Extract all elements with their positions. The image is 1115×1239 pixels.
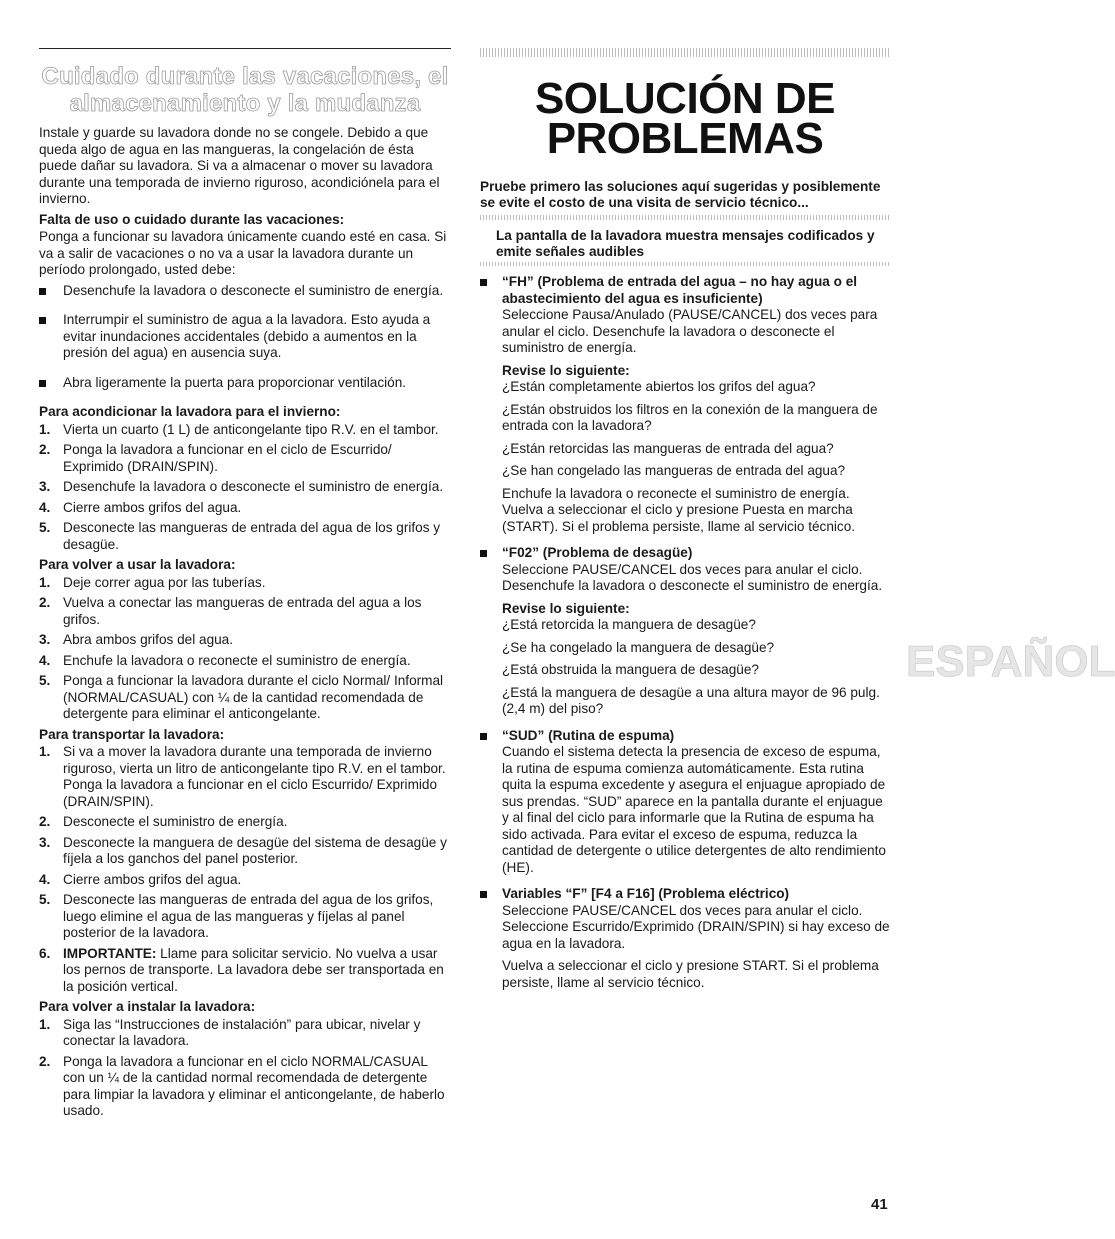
section-heading-winterize: Para acondicionar la lavadora para el invierno: <box>39 404 341 419</box>
list-item: Desenchufe la lavadora o desconecte el suministro de energía. <box>39 283 451 300</box>
vacation-section-title <box>39 63 451 117</box>
check-item: ¿Están obstruidos los filtros en la conexión de la manguera de entrada con la lavadora? <box>502 401 878 433</box>
page-title <box>480 74 890 163</box>
error-f02-title: “F02” (Problema de desagüe) <box>502 545 693 560</box>
check-item: ¿Está obstruida la manguera de desagüe? <box>502 662 759 677</box>
error-f-variables <box>480 886 890 991</box>
page-title-line2: PROBLEMAS <box>546 114 824 163</box>
list-item: 1. Siga las “Instrucciones de instalación” para ubicar, nivelar y conectar la lavadora. <box>39 1016 421 1048</box>
vacation-title-line1: Cuidado durante las vacaciones, el <box>41 63 449 90</box>
display-codes-subheading: La pantalla de la lavadora muestra mensajes codificados y emite señales audibles <box>496 228 875 259</box>
vacation-title-line2: almacenamiento y la mudanza <box>69 90 421 117</box>
error-f02-text: Seleccione PAUSE/CANCEL dos veces para anular el ciclo. Desenchufe la lavadora o desconecte el suministro de energía. <box>502 561 883 593</box>
error-sud-text: Cuando el sistema detecta la presencia de exceso de espuma, la rutina de espuma comienza automáticamente. Esta rutina quita la espuma excedente y asegura el enjuague apropiado de sus prendas. “SUD” aparece en la pantalla durante el enjuague y al final del ciclo para informarle que la Rutina de espuma ha sido activada. Para evitar el exceso de espuma, reduzca la cantidad de detergente o utilice detergentes de alto rendimiento (HE). <box>502 744 886 875</box>
section-heading-reinstall: Para volver a instalar la lavadora: <box>39 999 256 1014</box>
check-item: ¿Se ha congelado la manguera de desagüe? <box>502 639 775 655</box>
list-item: 5. Ponga a funcionar la lavadora durante el ciclo Normal/ Informal (NORMAL/CASUAL) con ¼ de la cantidad recomendada de detergente para eliminar el anticongelante. <box>39 673 444 721</box>
list-item: 3. Desconecte la manguera de desagüe del sistema de desagüe y fíjela a los ganchos del panel posterior. <box>39 834 447 866</box>
list-item: 2. Ponga la lavadora a funcionar en el ciclo de Escurrido/ Exprimido (DRAIN/SPIN). <box>39 442 392 474</box>
list-item: 6. IMPORTANTE: Llame para solicitar servicio. No vuelva a usar los pernos de transporte. La lavadora debe ser transportada en la posición vertical. <box>39 945 444 994</box>
reinstall-list <box>39 1017 451 1120</box>
section-heading-vacation-care: Falta de uso o cuidado durante las vacaciones: <box>39 211 345 227</box>
list-item: 5. Desconecte las mangueras de entrada del agua de los grifos, luego elimine el agua de las mangueras y fíjelas al panel posterior de la lavadora. <box>39 892 434 940</box>
list-item: 2. Desconecte el suministro de energía. <box>39 814 288 829</box>
hatch-rule <box>480 215 890 220</box>
check-item: ¿Están completamente abiertos los grifos del agua? <box>502 379 816 394</box>
list-item: 3. Desenchufe la lavadora o desconecte el suministro de energía. <box>39 479 444 494</box>
error-sud-title: “SUD” (Rutina de espuma) <box>502 727 675 743</box>
section-heading-reuse: Para volver a usar la lavadora: <box>39 557 236 572</box>
page-title-line1: SOLUCIÓN DE <box>534 74 836 123</box>
section-heading-transport: Para transportar la lavadora: <box>39 726 225 742</box>
important-label: IMPORTANTE: <box>63 945 157 961</box>
list-item: 2. Vuelva a conectar las mangueras de entrada del agua a los grifos. <box>39 595 422 627</box>
transport-list <box>39 744 451 995</box>
list-item: 5. Desconecte las mangueras de entrada del agua de los grifos y desagüe. <box>39 520 441 552</box>
list-item: Interrumpir el suministro de agua a la lavadora. Esto ayuda a evitar inundaciones accidentales (debido a aumentos en la presión del agua) en ausencia suya. <box>39 312 451 362</box>
language-side-tab-text: ESPAÑOL <box>906 637 1115 686</box>
list-item: Abra ligeramente la puerta para proporcionar ventilación. <box>39 375 451 392</box>
list-item: 4. Enchufe la lavadora o reconecte el suministro de energía. <box>39 652 411 668</box>
list-item: 2. Ponga la lavadora a funcionar en el ciclo NORMAL/CASUAL con un ¼ de la cantidad normal recomendada de detergente para limpiar la lavadora y eliminar el anticongelante, de haberlo usado. <box>39 1053 445 1118</box>
list-item: 3. Abra ambos grifos del agua. <box>39 632 234 647</box>
list-item: 4. Cierre ambos grifos del agua. <box>39 499 242 515</box>
troubleshooting-intro: Pruebe primero las soluciones aquí sugeridas y posiblemente se evite el costo de una visita de servicio técnico... <box>480 179 881 210</box>
hatch-rule <box>480 48 890 57</box>
check-item: ¿Está retorcida la manguera de desagüe? <box>502 617 756 632</box>
winterize-list <box>39 422 451 554</box>
hatch-rule <box>480 262 890 266</box>
check-item: ¿Se han congelado las mangueras de entrada del agua? <box>502 463 846 478</box>
left-column <box>39 48 451 1124</box>
check-item: ¿Está la manguera de desagüe a una altura mayor de 96 pulg. (2,4 m) del piso? <box>502 684 880 716</box>
list-item: 4. Cierre ambos grifos del agua. <box>39 871 242 887</box>
error-f-text: Seleccione PAUSE/CANCEL dos veces para anular el ciclo. Seleccione Escurrido/Exprimido (DRAIN/SPIN) si hay exceso de agua en la lavadora. <box>502 902 890 951</box>
check-item: Enchufe la lavadora o reconecte el suministro de energía. Vuelva a seleccionar el ciclo y presione Puesta en marcha (START). Si el problema persiste, llame al servicio técnico. <box>502 485 856 534</box>
error-code-list <box>480 274 890 991</box>
error-f02 <box>480 545 890 718</box>
list-item: 1. Vierta un cuarto (1 L) de anticongelante tipo R.V. en el tambor. <box>39 421 439 437</box>
check-label: Revise lo siguiente: <box>502 362 630 378</box>
check-item: ¿Están retorcidas las mangueras de entrada del agua? <box>502 440 834 456</box>
page-number: 41 <box>871 1196 888 1213</box>
vacation-care-text: Ponga a funcionar su lavadora únicamente cuando esté en casa. Si va a salir de vacaciones o no va a usar la lavadora durante un período prolongado, usted debe: <box>39 229 447 277</box>
error-sud <box>480 728 890 877</box>
vacation-intro: Instale y guarde su lavadora donde no se congele. Debido a que queda algo de agua en las mangueras, la congelación de ésta puede dañar su lavadora. Si va a almacenar o mover su lavadora durante una temporada de invierno riguroso, acondiciónela para el invierno. <box>39 125 440 206</box>
top-rule <box>39 48 451 49</box>
check-label: Revise lo siguiente: <box>502 600 630 616</box>
error-fh-title: “FH” (Problema de entrada del agua – no hay agua o el abastecimiento del agua es insuficiente) <box>502 274 858 306</box>
right-column <box>480 48 890 1001</box>
language-side-tab <box>902 637 1115 860</box>
error-fh <box>480 274 890 535</box>
vacation-care-list <box>39 283 451 392</box>
reuse-list <box>39 575 451 723</box>
list-item: 1. Deje correr agua por las tuberías. <box>39 574 266 590</box>
error-fh-text: Seleccione Pausa/Anulado (PAUSE/CANCEL) dos veces para anular el ciclo. Desenchufe la lavadora o desconecte el suministro de energía. <box>502 307 878 355</box>
list-item: 1. Si va a mover la lavadora durante una temporada de invierno riguroso, vierta un litro de anticongelante tipo R.V. en el tambor. Ponga la lavadora a funcionar en el ciclo Escurrido/ Exprimido (DRAIN/SPIN). <box>39 744 446 809</box>
error-f-title: Variables “F” [F4 a F16] (Problema eléctrico) <box>502 886 790 901</box>
error-f-text-2: Vuelva a seleccionar el ciclo y presione START. Si el problema persiste, llame al servicio técnico. <box>502 958 879 990</box>
